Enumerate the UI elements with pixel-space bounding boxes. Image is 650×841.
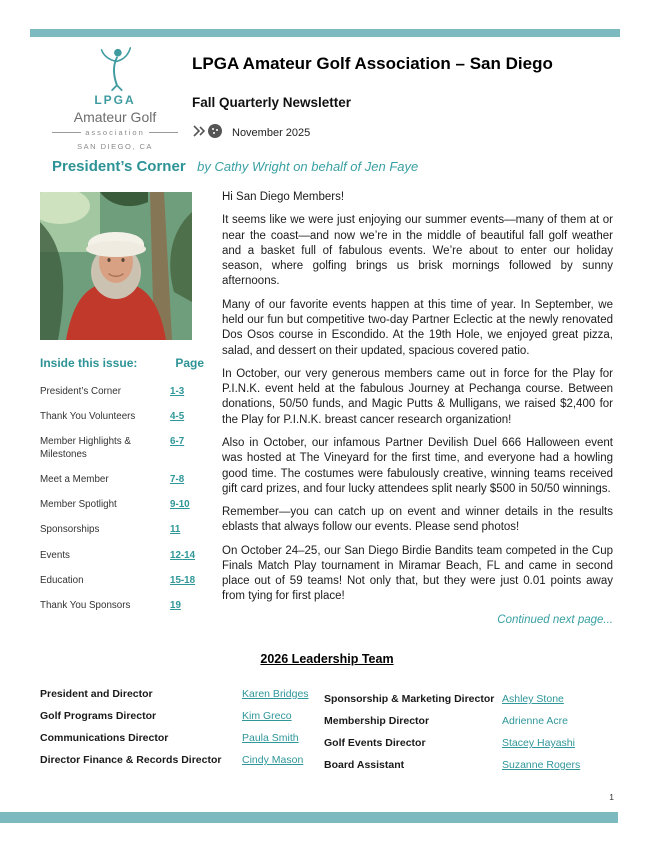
toc-item-label: Sponsorships: [40, 524, 100, 536]
leadership-role: Golf Programs Director: [40, 710, 157, 722]
logo-association-text: association: [85, 128, 145, 137]
toc-item-page-link[interactable]: 11: [170, 524, 181, 536]
leadership-name-link[interactable]: Kim Greco: [242, 710, 292, 722]
leadership-role: Communications Director: [40, 732, 169, 744]
newsletter-subtitle: Fall Quarterly Newsletter: [192, 95, 352, 110]
leadership-row: [324, 737, 614, 759]
leadership-row: [40, 732, 324, 754]
golf-ball-icon: [192, 122, 224, 143]
toc-header: [40, 356, 204, 370]
leadership-name-link[interactable]: Cindy Mason: [242, 754, 304, 766]
article-paragraph: In October, our very generous members came out in force for the Play for P.I.N.K. event held at the fabulous Journey at Pechanga course. Between donations, 50/50 funds, and Magic Putts & Mulligans, we raised $2,400 for the Play for P.I.N.K. breast cancer research organization!: [222, 367, 613, 426]
toc-item-page-link[interactable]: 12-14: [170, 549, 196, 561]
leadership-row: [324, 693, 614, 715]
logo-amateur-golf-text: Amateur Golf: [73, 109, 157, 125]
leadership-role: Board Assistant: [324, 759, 405, 771]
leadership-row: [40, 754, 324, 776]
leadership-name-link[interactable]: Suzanne Rogers: [502, 759, 581, 771]
toc-item-label: Meet a Member: [40, 473, 109, 485]
leadership-section: [40, 652, 614, 781]
toc-page-label: Page: [175, 356, 204, 370]
article-paragraph: Remember—you can catch up on event and winner details in the results eblasts that always follow our events. Please send photos!: [222, 506, 613, 534]
leadership-column-right: [324, 693, 614, 781]
leadership-name-link[interactable]: Karen Bridges: [242, 688, 309, 700]
toc-item-page-link[interactable]: 9-10: [170, 499, 190, 511]
bottom-divider-bar: [0, 812, 618, 823]
golfer-swing-icon: [52, 46, 178, 92]
article-paragraph: Many of our favorite events happen at this time of year. In September, we held our fun but competitive two-day Partner Eclectic at the newly renovated Dos Osos course in Escondido. At the 19th Hole, we enjoyed great pizza, salad, and dessert on their updated, spacious covered patio.: [222, 298, 613, 357]
newsletter-title: LPGA Amateur Golf Association – San Diego: [192, 54, 553, 73]
logo-lpga-text: LPGA: [94, 93, 136, 107]
inside-this-issue: [40, 356, 204, 625]
leadership-role: Sponsorship & Marketing Director: [324, 693, 495, 705]
article-body: [222, 190, 613, 628]
issue-date-row: [192, 122, 622, 143]
continued-note: Continued next page...: [497, 613, 613, 626]
leadership-heading: 2026 Leadership Team: [260, 652, 394, 666]
leadership-row: [324, 759, 614, 781]
leadership-role: Director Finance & Records Director: [40, 754, 222, 766]
leadership-name-link[interactable]: Stacey Hayashi: [502, 737, 575, 749]
leadership-name-link[interactable]: Paula Smith: [242, 732, 299, 744]
toc-item-label: Education: [40, 574, 84, 586]
toc-item: [40, 386, 204, 398]
leadership-name-link[interactable]: Ashley Stone: [502, 693, 564, 705]
leadership-grid: [40, 688, 614, 781]
leadership-row: [40, 688, 324, 710]
toc-item-page-link[interactable]: 19: [170, 600, 181, 612]
logo-rule-left: [52, 132, 81, 133]
leadership-role: Golf Events Director: [324, 737, 426, 749]
leadership-column-left: [40, 688, 324, 781]
toc-item-page-link[interactable]: 4-5: [170, 411, 185, 423]
logo-rule-right: [149, 132, 178, 133]
toc-item-page-link[interactable]: 7-8: [170, 473, 185, 485]
toc-item: [40, 524, 204, 536]
leadership-row: [324, 715, 614, 737]
logo-association-row: [52, 128, 178, 137]
toc-item: [40, 575, 204, 587]
toc-item: [40, 550, 204, 562]
presidents-photo: [40, 192, 192, 340]
toc-title: Inside this issue:: [40, 356, 138, 370]
toc-item-label: Member Spotlight: [40, 499, 117, 511]
section-title: President’s Corner: [52, 158, 186, 175]
leadership-role: President and Director: [40, 688, 153, 700]
article-paragraph: On October 24–25, our San Diego Birdie Bandits team competed in the Cup Finals Match Play tournament in Miramar Beach, FL and came in second place out of 59 teams! Not only that, but they were just 0.01 points away from tying for first place!: [222, 544, 613, 603]
toc-item-page-link[interactable]: 15-18: [170, 574, 196, 586]
toc-item: [40, 436, 204, 460]
toc-item-page-link[interactable]: 1-3: [170, 386, 185, 397]
top-divider-bar: [30, 29, 620, 37]
toc-item-page-link[interactable]: 6-7: [170, 436, 185, 448]
toc-item-label: Events: [40, 549, 70, 561]
issue-date: November 2025: [232, 126, 311, 139]
toc-item: [40, 499, 204, 511]
toc-item: [40, 474, 204, 486]
presidents-corner-heading: [52, 158, 612, 176]
toc-item-label: President’s Corner: [40, 386, 121, 397]
toc-item-label: Member Highlights & Milestones: [40, 436, 131, 460]
article-paragraph: It seems like we were just enjoying our summer events—many of them at or near the coast—and now we’re in the middle of beautiful fall golf weather and a basket full of fabulous events. We’re about to enter our holiday season, where golfing brings us brisk mornings followed by sunny afternoons.: [222, 214, 613, 288]
leadership-row: [40, 710, 324, 732]
article-paragraph: Also in October, our infamous Partner Devilish Duel 666 Halloween event was hosted at The Vineyard for the first time, and everyone had a howling good time. The costumes were fabulously creative, winning teams received gift card prizes, and four lucky attendees split nearly $500 in 50/50 winnings.: [222, 436, 613, 495]
article-greeting: Hi San Diego Members!: [222, 191, 345, 203]
page-number: 1: [609, 792, 614, 802]
leadership-role: Membership Director: [324, 715, 430, 727]
toc-item-label: Thank You Sponsors: [40, 600, 131, 612]
toc-item: [40, 411, 204, 423]
section-byline: by Cathy Wright on behalf of Jen Faye: [197, 159, 419, 174]
header: [192, 54, 622, 143]
toc-item-label: Thank You Volunteers: [40, 411, 136, 423]
leadership-name-link[interactable]: Adrienne Acre: [502, 715, 568, 727]
toc-item: [40, 600, 204, 612]
lpga-logo: [52, 46, 178, 151]
logo-location-text: SAN DIEGO, CA: [77, 142, 153, 151]
